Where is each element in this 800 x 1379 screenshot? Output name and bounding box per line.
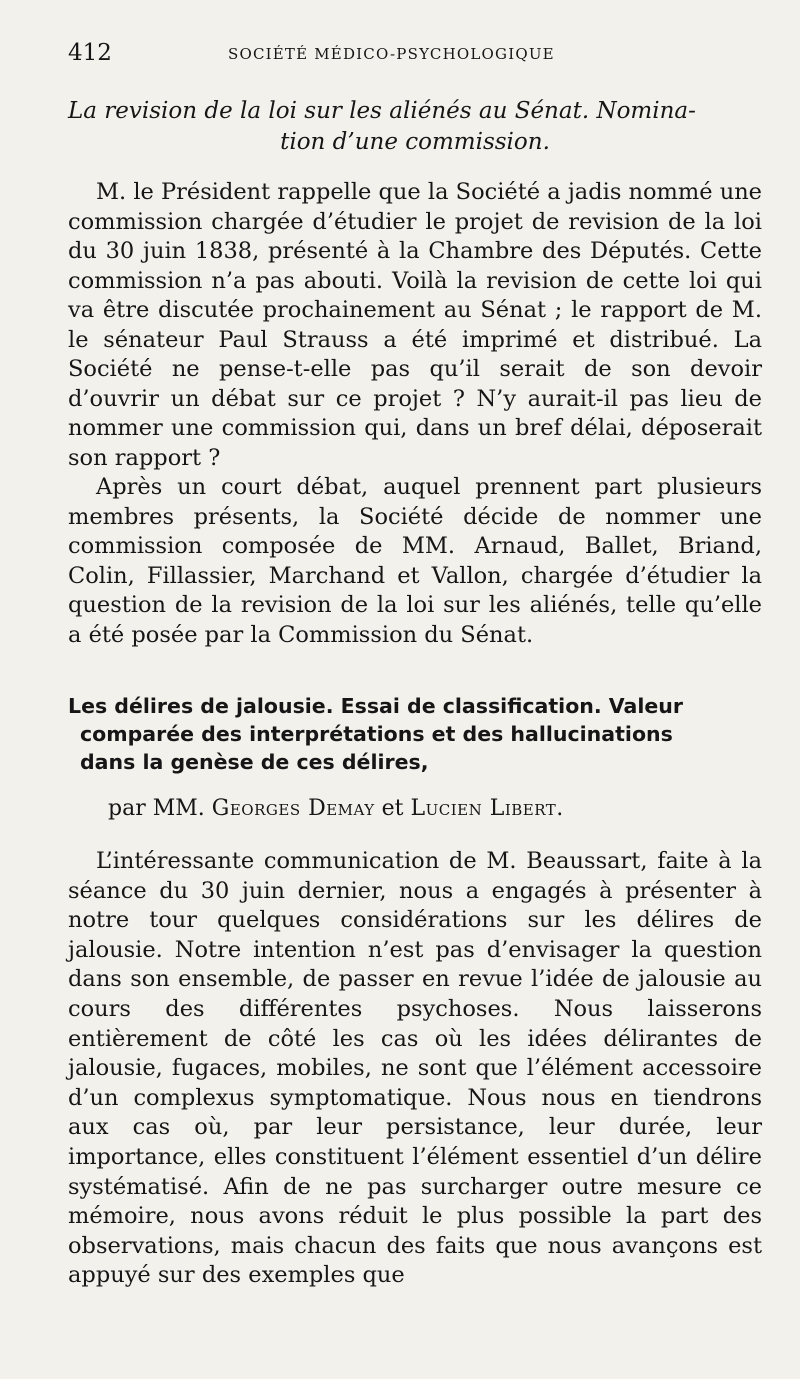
paragraph: Après un court débat, auquel prennent part plusieurs membres présents, la Société décide de nommer une commission composée de MM. Arnaud, Ballet, Briand, Colin, Fillassier, Marchand et Vallon, chargée d’étudier la question de la revision de la loi sur les aliénés, telle qu’elle a été posée par la Commission du Sénat. — [68, 474, 762, 648]
paragraph: M. le Président rappelle que la Société a jadis nommé une commission chargée d’étudier le projet de revision de la loi du 30 juin 1838, présenté à la Chambre des Députés. Cette commission n’a pas abouti. Voilà la revision de cette loi qui va être discutée prochainement au Sénat ; le rapport de M. le sénateur Paul Strauss a été imprimé et distribué. La Société ne pense-t-elle pas qu’il serait de son devoir d’ouvrir un débat sur ce projet ? N’y aurait-il pas lieu de nommer une commission qui, dans un bref délai, déposerait son rapport ? — [68, 179, 762, 471]
article-authors — [68, 796, 762, 821]
page-number: 412 — [68, 40, 112, 66]
authors-prefix: par MM. — [108, 796, 205, 821]
running-head — [68, 36, 762, 74]
paragraph: L’intéressante communication de M. Beaussart, faite à la séance du 30 juin dernier, nous a engagés à présenter à notre tour quelques considérations sur les délires de jalousie. Notre intention n’est pas d’envisager la question dans son ensemble, de passer en revue l’idée de jalousie au cours des différentes psychoses. Nous laisserons entièrement de côté les cas où les idées délirantes de jalousie, fugaces, mobiles, ne sont que l’élément accessoire d’un complexus symptomatique. Nous nous en tiendrons aux cas où, par leur persistance, leur durée, leur importance, elles constituent l’élément essentiel d’un délire systématisé. Afin de ne pas surcharger outre mesure ce mémoire, nous avons réduit le plus possible la part des observations, mais chacun des faits que nous avançons est appuyé sur des exemples que — [68, 848, 762, 1289]
running-title: SOCIÉTÉ MÉDICO-PSYCHOLOGIQUE — [228, 45, 555, 63]
article-title-line-3: dans la genèse de ces délires, — [80, 750, 429, 774]
article-title-line-1: Les délires de jalousie. Essai de classification. Valeur — [68, 694, 684, 718]
article-body — [68, 847, 762, 1291]
section-body — [68, 178, 762, 650]
section-title — [68, 96, 762, 158]
section-title-line-1: La revision de la loi sur les aliénés au Sénat. Nomina- — [68, 98, 696, 124]
authors-conjunction: et — [381, 796, 404, 821]
article-title — [68, 692, 762, 776]
author-name: Georges Demay — [211, 796, 375, 821]
author-name: Lucien Libert. — [410, 796, 564, 821]
article-title-line-2: comparée des interprétations et des hallucinations — [80, 722, 673, 746]
section-title-line-2: tion d’une commission. — [280, 129, 550, 155]
